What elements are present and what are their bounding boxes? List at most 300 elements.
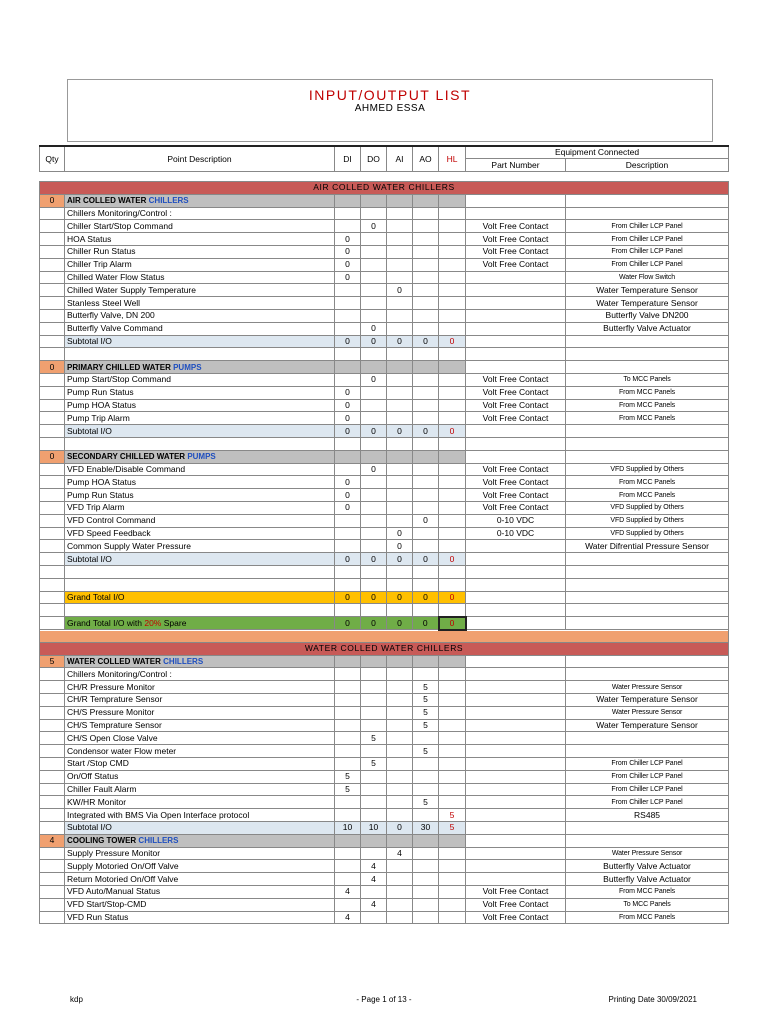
group-name-text: AIR COLLED WATER	[67, 196, 147, 206]
io-ai	[387, 412, 413, 425]
table-row	[40, 540, 729, 553]
qty-cell	[40, 245, 65, 258]
io-ai	[387, 258, 413, 271]
qty-cell	[40, 745, 65, 758]
io-hl	[439, 386, 466, 399]
part-number	[466, 207, 566, 220]
io-ao	[413, 322, 439, 335]
grand-total-ai: 0	[387, 591, 413, 604]
io-hl: 5	[439, 809, 466, 822]
table-row	[40, 681, 729, 694]
group-header-fill	[439, 655, 466, 668]
io-do	[361, 297, 387, 310]
group-header-row	[40, 450, 729, 463]
empty-cell	[566, 617, 729, 630]
qty-cell	[40, 809, 65, 822]
io-di: 0	[335, 412, 361, 425]
empty-cell	[413, 437, 439, 450]
point-description: Butterfly Valve Command	[65, 322, 335, 335]
part-number: Volt Free Contact	[466, 399, 566, 412]
io-hl	[439, 258, 466, 271]
qty-cell	[40, 847, 65, 860]
equipment-description: Butterfly Valve Actuator	[566, 322, 729, 335]
io-ai	[387, 898, 413, 911]
header-di: DI	[335, 146, 361, 172]
empty-cell	[466, 450, 566, 463]
io-ao	[413, 783, 439, 796]
subtotal-do: 0	[361, 553, 387, 566]
empty-cell	[65, 604, 335, 617]
io-ao: 5	[413, 706, 439, 719]
empty-cell	[387, 604, 413, 617]
io-di	[335, 898, 361, 911]
point-description: CH/S Temprature Sensor	[65, 719, 335, 732]
empty-cell	[439, 578, 466, 591]
spacer-row	[40, 565, 729, 578]
group-header-fill	[361, 361, 387, 374]
io-do	[361, 412, 387, 425]
part-number	[466, 271, 566, 284]
io-di	[335, 847, 361, 860]
grand-spare-di: 0	[335, 617, 361, 630]
document-subtitle: AHMED ESSA	[354, 103, 426, 114]
equipment-description	[566, 732, 729, 745]
empty-cell	[466, 348, 566, 361]
empty-cell	[466, 591, 566, 604]
io-do	[361, 233, 387, 246]
equipment-description: Butterfly Valve Actuator	[566, 873, 729, 886]
part-number	[466, 322, 566, 335]
io-hl	[439, 873, 466, 886]
point-description: Chiller Run Status	[65, 245, 335, 258]
empty-cell	[40, 604, 65, 617]
io-di: 0	[335, 489, 361, 502]
io-ao	[413, 463, 439, 476]
part-number: Volt Free Contact	[466, 463, 566, 476]
header-description: Description	[566, 159, 729, 172]
title-box	[67, 79, 713, 142]
part-number: Volt Free Contact	[466, 245, 566, 258]
part-number	[466, 796, 566, 809]
table-row	[40, 770, 729, 783]
table-row	[40, 527, 729, 540]
qty-cell	[40, 335, 65, 348]
io-do: 0	[361, 463, 387, 476]
subtotal-di: 10	[335, 822, 361, 835]
io-ao	[413, 489, 439, 502]
io-ao	[413, 386, 439, 399]
group-header-fill	[335, 655, 361, 668]
point-description: KW/HR Monitor	[65, 796, 335, 809]
equipment-description: Water Difrential Pressure Sensor	[566, 540, 729, 553]
io-ao	[413, 886, 439, 899]
io-do	[361, 489, 387, 502]
equipment-description: From MCC Panels	[566, 886, 729, 899]
io-hl	[439, 540, 466, 553]
table-row	[40, 489, 729, 502]
io-do	[361, 399, 387, 412]
group-name-text: SECONDARY CHILLED WATER	[67, 452, 186, 462]
io-ao	[413, 860, 439, 873]
subtotal-label: Subtotal I/O	[65, 822, 335, 835]
header-ai: AI	[387, 146, 413, 172]
io-do	[361, 796, 387, 809]
empty-cell	[466, 655, 566, 668]
group-header-row	[40, 834, 729, 847]
empty-cell	[65, 437, 335, 450]
io-di	[335, 540, 361, 553]
part-number: Volt Free Contact	[466, 476, 566, 489]
group-name-text: WATER COLLED WATER	[67, 657, 161, 667]
part-number: Volt Free Contact	[466, 233, 566, 246]
section-title-row	[40, 642, 729, 655]
io-ao	[413, 271, 439, 284]
qty-cell	[40, 399, 65, 412]
spacer-row	[40, 578, 729, 591]
equipment-description: Water Temperature Sensor	[566, 694, 729, 707]
subtotal-ao: 0	[413, 425, 439, 438]
io-di	[335, 873, 361, 886]
header-equipment-connected: Equipment Connected	[466, 146, 729, 159]
point-description: Stanless Steel Well	[65, 297, 335, 310]
io-ao	[413, 399, 439, 412]
subtotal-ai: 0	[387, 335, 413, 348]
group-name-accent: CHILLERS	[163, 657, 204, 667]
io-di	[335, 681, 361, 694]
io-ai	[387, 322, 413, 335]
qty-cell	[40, 322, 65, 335]
table-row	[40, 796, 729, 809]
part-number	[466, 873, 566, 886]
io-ai	[387, 719, 413, 732]
qty-cell	[40, 860, 65, 873]
point-description: Chiller Start/Stop Command	[65, 220, 335, 233]
part-number: Volt Free Contact	[466, 911, 566, 924]
io-hl	[439, 207, 466, 220]
io-ao: 5	[413, 719, 439, 732]
point-description: VFD Auto/Manual Status	[65, 886, 335, 899]
grand-total-spare-row	[40, 617, 729, 630]
subtotal-ai: 0	[387, 822, 413, 835]
empty-cell	[40, 437, 65, 450]
equipment-description: From Chiller LCP Panel	[566, 220, 729, 233]
part-number	[466, 783, 566, 796]
io-di	[335, 860, 361, 873]
qty-cell	[40, 220, 65, 233]
io-di	[335, 309, 361, 322]
subtotal-di: 0	[335, 335, 361, 348]
io-ao: 5	[413, 681, 439, 694]
part-number: 0-10 VDC	[466, 514, 566, 527]
table-row	[40, 911, 729, 924]
io-ao	[413, 309, 439, 322]
equipment-description: From MCC Panels	[566, 476, 729, 489]
group-header-fill	[361, 194, 387, 207]
qty-cell	[40, 284, 65, 297]
footer-left: kdp	[70, 995, 83, 1004]
io-ao	[413, 412, 439, 425]
table-row	[40, 284, 729, 297]
part-number: 0-10 VDC	[466, 527, 566, 540]
group-header-fill	[439, 834, 466, 847]
io-ai	[387, 873, 413, 886]
subtotal-hl: 5	[439, 822, 466, 835]
subtotal-ao: 0	[413, 335, 439, 348]
io-hl	[439, 284, 466, 297]
subtotal-row	[40, 822, 729, 835]
io-hl	[439, 233, 466, 246]
io-di	[335, 527, 361, 540]
empty-cell	[466, 565, 566, 578]
io-ao	[413, 540, 439, 553]
table-row	[40, 809, 729, 822]
qty-cell	[40, 425, 65, 438]
io-ai	[387, 220, 413, 233]
header-ao: AO	[413, 146, 439, 172]
group-header-row	[40, 194, 729, 207]
equipment-description: Water Pressure Sensor	[566, 681, 729, 694]
qty-cell	[40, 681, 65, 694]
io-di	[335, 373, 361, 386]
qty-cell	[40, 706, 65, 719]
empty-cell	[566, 335, 729, 348]
qty-cell	[40, 501, 65, 514]
equipment-description: Water Pressure Sensor	[566, 847, 729, 860]
io-hl	[439, 322, 466, 335]
point-description: VFD Trip Alarm	[65, 501, 335, 514]
io-ai	[387, 911, 413, 924]
part-number: Volt Free Contact	[466, 258, 566, 271]
grand-total-di: 0	[335, 591, 361, 604]
empty-cell	[466, 361, 566, 374]
point-description: Butterfly Valve, DN 200	[65, 309, 335, 322]
io-ai	[387, 809, 413, 822]
table-row	[40, 412, 729, 425]
group-header-fill	[387, 450, 413, 463]
io-di: 0	[335, 386, 361, 399]
io-ao	[413, 527, 439, 540]
io-ai	[387, 463, 413, 476]
table-row	[40, 463, 729, 476]
empty-cell	[566, 834, 729, 847]
qty-cell	[40, 271, 65, 284]
io-hl	[439, 245, 466, 258]
point-description: Pump Run Status	[65, 489, 335, 502]
header-qty: Qty	[40, 146, 65, 172]
footer-page: - Page 1 of 13 -	[356, 995, 412, 1004]
io-di	[335, 207, 361, 220]
point-description: Chillers Monitoring/Control :	[65, 207, 335, 220]
io-ao	[413, 233, 439, 246]
equipment-description: From MCC Panels	[566, 489, 729, 502]
table-row	[40, 271, 729, 284]
subtotal-row	[40, 425, 729, 438]
io-hl	[439, 309, 466, 322]
group-header-fill	[387, 834, 413, 847]
io-ao	[413, 668, 439, 681]
io-do	[361, 886, 387, 899]
io-ai	[387, 373, 413, 386]
empty-cell	[566, 450, 729, 463]
equipment-description: Water Temperature Sensor	[566, 297, 729, 310]
subtotal-label: Subtotal I/O	[65, 553, 335, 566]
io-hl	[439, 758, 466, 771]
qty-cell	[40, 758, 65, 771]
io-do: 5	[361, 732, 387, 745]
group-name-accent: CHILLERS	[148, 196, 189, 206]
io-hl	[439, 860, 466, 873]
grand-total-hl: 0	[439, 591, 466, 604]
group-header-fill	[387, 655, 413, 668]
empty-cell	[413, 348, 439, 361]
spare-label-pre: Grand Total I/O with	[67, 617, 142, 628]
point-description: CH/S Pressure Monitor	[65, 706, 335, 719]
part-number	[466, 860, 566, 873]
qty-cell	[40, 463, 65, 476]
part-number: Volt Free Contact	[466, 489, 566, 502]
part-number	[466, 706, 566, 719]
table-row	[40, 783, 729, 796]
spare-label-post: Spare	[163, 617, 187, 628]
empty-cell	[335, 437, 361, 450]
io-ao	[413, 258, 439, 271]
part-number	[466, 745, 566, 758]
io-ai	[387, 681, 413, 694]
io-do	[361, 284, 387, 297]
io-hl	[439, 668, 466, 681]
equipment-description: To MCC Panels	[566, 898, 729, 911]
point-description: On/Off Status	[65, 770, 335, 783]
subtotal-ao: 30	[413, 822, 439, 835]
part-number: Volt Free Contact	[466, 898, 566, 911]
io-do	[361, 207, 387, 220]
empty-cell	[466, 194, 566, 207]
equipment-description: Water Temperature Sensor	[566, 284, 729, 297]
io-do: 0	[361, 220, 387, 233]
empty-cell	[335, 348, 361, 361]
io-hl	[439, 911, 466, 924]
io-do: 0	[361, 373, 387, 386]
equipment-description: Water Flow Switch	[566, 271, 729, 284]
grand-spare-hl: 0	[439, 617, 466, 630]
subtotal-row	[40, 335, 729, 348]
header-hl: HL	[439, 146, 466, 172]
empty-cell	[466, 604, 566, 617]
equipment-description: From Chiller LCP Panel	[566, 796, 729, 809]
equipment-description: From MCC Panels	[566, 399, 729, 412]
subtotal-di: 0	[335, 553, 361, 566]
equipment-description: Butterfly Valve Actuator	[566, 860, 729, 873]
equipment-description: VFD Supplied by Others	[566, 501, 729, 514]
io-ao	[413, 732, 439, 745]
empty-cell	[466, 335, 566, 348]
io-hl	[439, 501, 466, 514]
empty-cell	[387, 437, 413, 450]
empty-cell	[361, 604, 387, 617]
empty-cell	[335, 578, 361, 591]
table-row	[40, 706, 729, 719]
io-ai: 0	[387, 540, 413, 553]
group-header-fill	[413, 655, 439, 668]
group-header-fill	[439, 361, 466, 374]
empty-cell	[466, 578, 566, 591]
io-hl	[439, 783, 466, 796]
group-header-fill	[335, 361, 361, 374]
empty-cell	[439, 348, 466, 361]
io-do: 0	[361, 322, 387, 335]
group-header-fill	[413, 361, 439, 374]
qty-cell	[40, 309, 65, 322]
equipment-description	[566, 207, 729, 220]
table-row	[40, 745, 729, 758]
point-description: Chilled Water Supply Temperature	[65, 284, 335, 297]
group-header-row	[40, 655, 729, 668]
io-ai	[387, 514, 413, 527]
empty-cell	[439, 604, 466, 617]
equipment-description	[566, 745, 729, 758]
empty-cell	[361, 348, 387, 361]
part-number: Volt Free Contact	[466, 501, 566, 514]
equipment-description: From Chiller LCP Panel	[566, 258, 729, 271]
io-ai	[387, 501, 413, 514]
table-row	[40, 399, 729, 412]
io-ai	[387, 668, 413, 681]
grand-total-spare-label	[65, 617, 335, 630]
empty-cell	[65, 348, 335, 361]
io-ai	[387, 770, 413, 783]
io-do	[361, 476, 387, 489]
qty-cell	[40, 668, 65, 681]
io-ai: 0	[387, 527, 413, 540]
group-name	[65, 194, 335, 207]
io-ai	[387, 271, 413, 284]
io-do	[361, 681, 387, 694]
io-hl	[439, 732, 466, 745]
subtotal-ai: 0	[387, 553, 413, 566]
equipment-description: To MCC Panels	[566, 373, 729, 386]
io-hl	[439, 745, 466, 758]
qty-cell	[40, 796, 65, 809]
subtotal-di: 0	[335, 425, 361, 438]
point-description: Condensor water Flow meter	[65, 745, 335, 758]
qty-cell	[40, 373, 65, 386]
io-hl	[439, 706, 466, 719]
io-do	[361, 245, 387, 258]
io-di: 5	[335, 783, 361, 796]
empty-cell	[466, 553, 566, 566]
group-header-fill	[335, 194, 361, 207]
subtotal-do: 10	[361, 822, 387, 835]
empty-cell	[387, 565, 413, 578]
subtotal-hl: 0	[439, 553, 466, 566]
io-do	[361, 770, 387, 783]
table-row	[40, 501, 729, 514]
subtotal-hl: 0	[439, 335, 466, 348]
part-number	[466, 540, 566, 553]
empty-cell	[566, 425, 729, 438]
point-description: Chiller Fault Alarm	[65, 783, 335, 796]
io-ai	[387, 297, 413, 310]
group-header-fill	[439, 450, 466, 463]
point-description: VFD Start/Stop-CMD	[65, 898, 335, 911]
io-ao	[413, 847, 439, 860]
part-number	[466, 770, 566, 783]
io-do	[361, 719, 387, 732]
io-ai	[387, 207, 413, 220]
io-ai	[387, 233, 413, 246]
group-name-accent: PUMPS	[173, 362, 202, 372]
io-hl	[439, 271, 466, 284]
